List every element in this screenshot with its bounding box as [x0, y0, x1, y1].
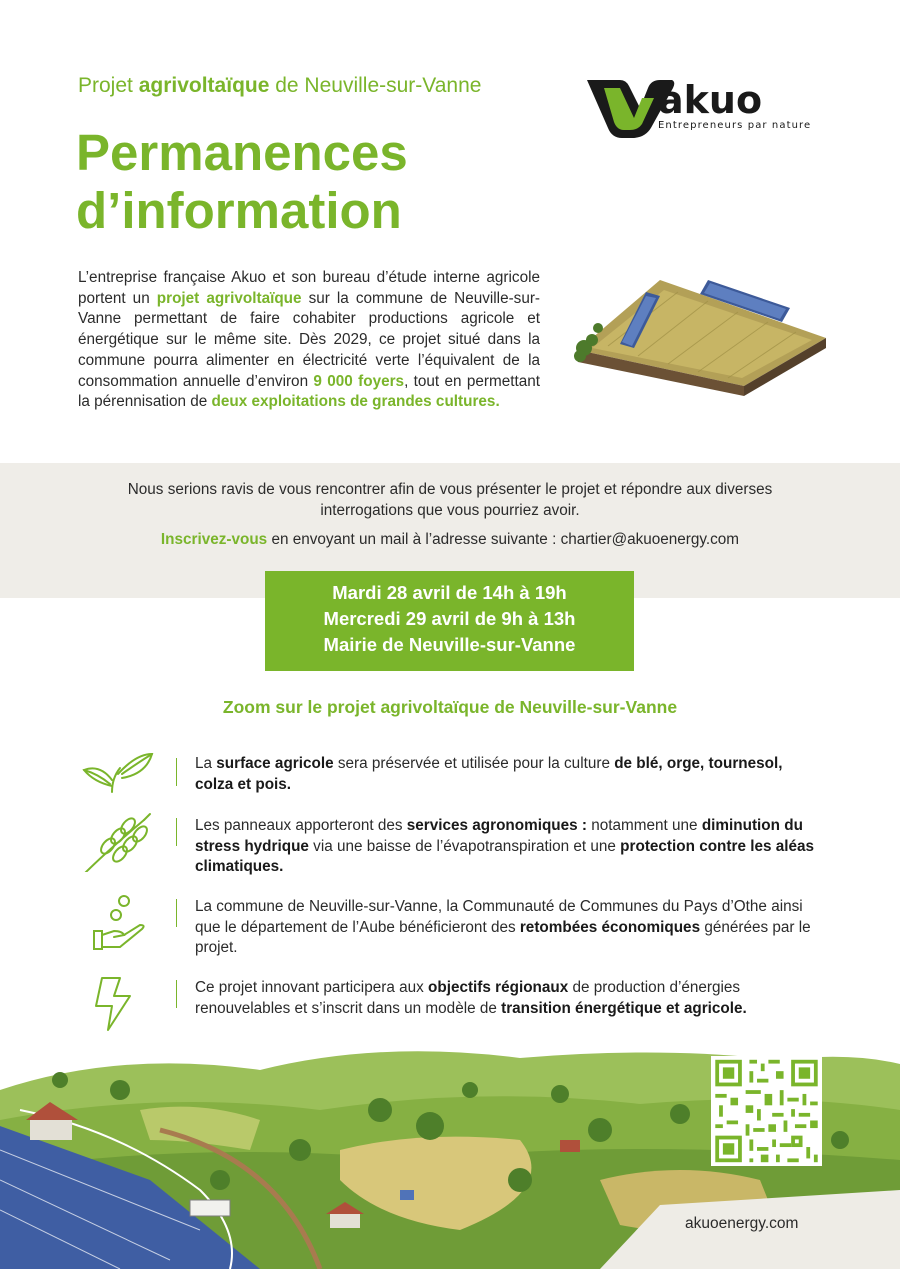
wheat-icon [80, 812, 158, 872]
logo-tagline: Entrepreneurs par nature [658, 120, 812, 131]
agrivoltaic-field-illustration [568, 268, 830, 398]
zoom-heading: Zoom sur le projet agrivoltaïque de Neuville-sur-Vanne [222, 697, 678, 717]
subtitle-keyword: agrivoltaïque [138, 74, 270, 97]
date-line-2: Mercredi 29 avril de 9h à 13h [323, 608, 576, 629]
intro-paragraph: L’entreprise française Akuo et son bureau d’étude interne agricole portent un projet agrivoltaïque sur la commune de Neuville-sur-Vanne permettant de faire cohabiter productions agricole et énergétique sur le même site. Dès 2029, ce projet situé dans la commune pourra alimenter en électricité verte l’équivalent de la consommation annuelle d’environ 9 000 foyers, tout en permettant la pérennisation de deux exploitations de grandes cultures. [78, 269, 541, 411]
lightning-icon [80, 974, 158, 1034]
date-line-1: Mardi 28 avril de 14h à 19h [332, 582, 567, 603]
logo-wordmark: akuo [658, 78, 763, 122]
venue-line: Mairie de Neuville-sur-Vanne [323, 634, 576, 655]
page-title: Permanences d’information [76, 124, 408, 239]
website-url[interactable]: akuoenergy.com [685, 1215, 799, 1232]
leaf-icon [80, 752, 158, 812]
session-dates-box [265, 571, 634, 671]
project-subtitle: Projet agrivoltaïque de Neuville-sur-Vanne [78, 74, 482, 97]
coins-hand-icon [80, 893, 158, 953]
signup-instructions: Inscrivez-vous en envoyant un mail à l’adresse suivante : chartier@akuoenergy.com [160, 531, 740, 548]
qr-code[interactable] [711, 1056, 822, 1166]
invitation-text: Nous serions ravis de vous rencontrer afin de vous présenter le projet et répondre aux diverses interrogations que vous pourriez avoir. [127, 481, 773, 519]
